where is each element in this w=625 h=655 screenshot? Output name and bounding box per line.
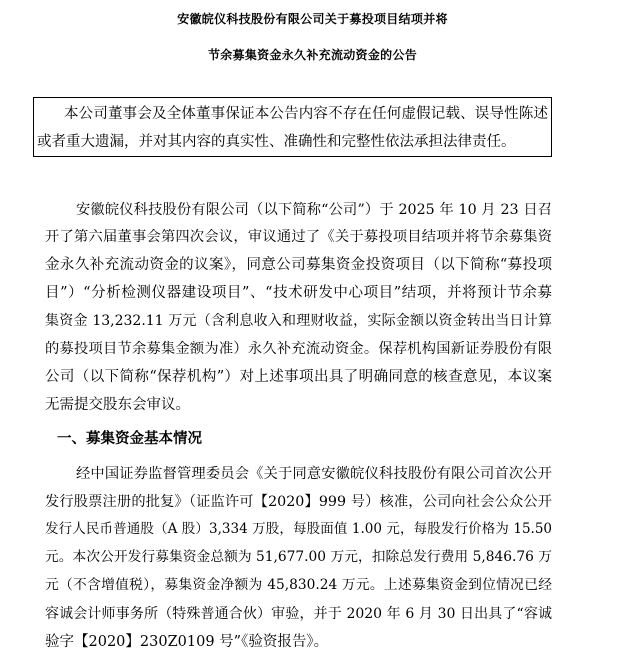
notice-line-1: 本公司董事会及全体董事保证本公告内容不存在任何虚假记载、误导性陈述 xyxy=(64,106,548,122)
section-1-line-7: 验字【2020】230Z0109 号”《验资报告》。 xyxy=(45,634,329,650)
intro-line-1: 安徽皖仪科技股份有限公司（以下简称“公司”）于 2025 年 10 月 23 日召 xyxy=(76,202,552,218)
intro-line-5: 集资金 13,232.11 万元（含利息收入和理财收益，实际金额以资金转出当日计算 xyxy=(45,313,552,329)
intro-line-2: 开了第六届董事会第四次会议，审议通过了《关于募投项目结项并将节余募集资 xyxy=(45,229,552,245)
intro-line-8: 无需提交股东会审议。 xyxy=(45,397,190,413)
intro-line-4: 目”）“分析检测仪器建设项目”、“技术研发中心项目”结项，并将预计节余募 xyxy=(45,285,552,301)
document-title-line-1: 安徽皖仪科技股份有限公司关于募投项目结项并将 xyxy=(177,12,448,26)
intro-line-7: 公司（以下简称“保荐机构”）对上述事项出具了明确同意的核查意见，本议案 xyxy=(45,369,552,385)
section-1-line-3: 发行人民币普通股（A 股）3,334 万股，每股面值 1.00 元，每股发行价格为 15.50 xyxy=(45,521,552,537)
notice-line-2: 或者重大遗漏，并对其内容的真实性、准确性和完整性依法承担法律责任。 xyxy=(37,134,516,150)
intro-line-6: 的募投项目节余募集金额为准）永久补充流动资金。保荐机构国新证券股份有限 xyxy=(45,341,552,357)
document-title-line-2: 节余募集资金永久补充流动资金的公告 xyxy=(207,48,418,62)
section-1-line-5: 元（不含增值税），募集资金净额为 45,830.24 万元。上述募集资金到位情况已经 xyxy=(45,577,552,593)
section-1-line-1: 经中国证券监督管理委员会《关于同意安徽皖仪科技股份有限公司首次公开 xyxy=(76,466,552,482)
section-1-line-6: 容诚会计师事务所（特殊普通合伙）审验，并于 2020 年 6 月 30 日出具了“容诚 xyxy=(45,606,552,622)
section-1-line-2: 发行股票注册的批复》（证监许可【2020】999 号）核准，公司向社会公众公开 xyxy=(45,494,552,510)
intro-line-3: 金永久补充流动资金的议案》，同意公司募集资金投资项目（以下简称“募投项 xyxy=(45,257,552,273)
section-1-line-4: 元。本次公开发行募集资金总额为 51,677.00 万元，扣除总发行费用 5,846.76 万 xyxy=(45,549,552,565)
section-1-heading: 一、募集资金基本情况 xyxy=(57,431,202,447)
